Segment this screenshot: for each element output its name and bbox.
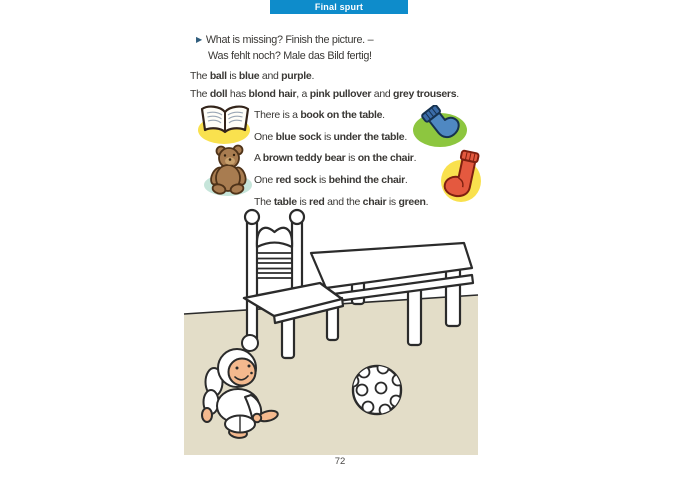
- sentence-doll: The doll has blond hair, a pink pullover and grey trousers.: [190, 88, 459, 100]
- triangle-bullet-icon: ▶: [196, 35, 202, 44]
- sentence-table-chair: The table is red and the chair is green.: [254, 196, 429, 208]
- chapter-header-bar: [270, 0, 408, 14]
- scene-illustration: [180, 202, 500, 457]
- instruction-text-english: What is missing? Finish the picture. –: [205, 34, 374, 46]
- page-number: 72: [334, 456, 346, 467]
- teddy-bear-icon: [202, 143, 256, 197]
- sentence-teddy-bear: A brown teddy bear is on the chair.: [254, 152, 417, 164]
- instruction-text-german: Was fehlt noch? Male das Bild fertig!: [208, 50, 372, 62]
- chapter-title: Final spurt: [314, 2, 364, 12]
- sentence-blue-sock: One blue sock is under the table.: [254, 131, 407, 143]
- open-book-icon: [197, 103, 253, 145]
- sentence-ball: The ball is blue and purple.: [190, 70, 315, 82]
- blue-sock-icon: [411, 105, 469, 150]
- sentence-book: There is a book on the table.: [254, 109, 385, 121]
- instruction-line-german: [208, 50, 372, 62]
- red-sock-icon: [437, 148, 487, 204]
- instruction-line-english: [196, 34, 373, 46]
- sentence-red-sock: One red sock is behind the chair.: [254, 174, 408, 186]
